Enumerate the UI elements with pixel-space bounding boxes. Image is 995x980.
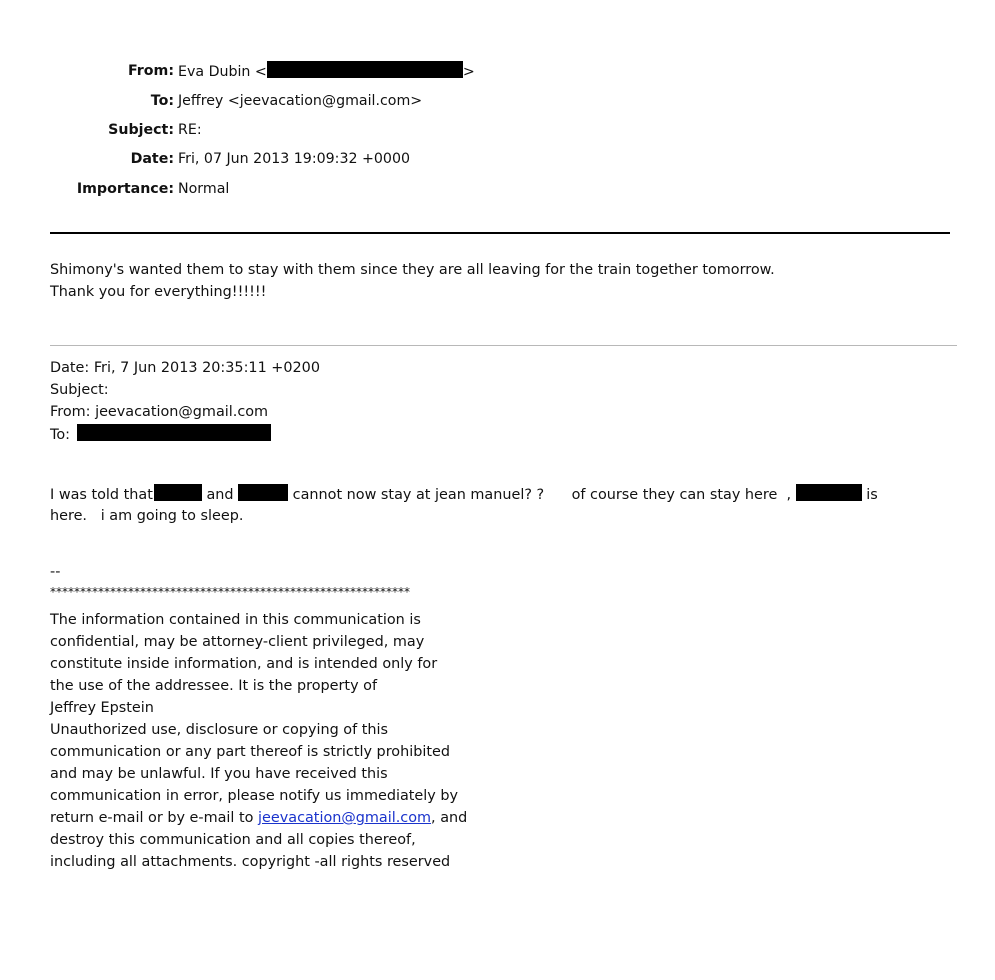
return-post: , and bbox=[431, 810, 468, 826]
disclaimer-line: Jeffrey Epstein bbox=[50, 700, 154, 716]
signature-stars: ************************************************************ bbox=[50, 585, 410, 599]
quoted-to bbox=[50, 424, 271, 445]
reply-line-2: Thank you for everything!!!!!! bbox=[50, 284, 267, 300]
disclaimer-line: and may be unlawful. If you have received this bbox=[50, 766, 388, 782]
from-close: > bbox=[462, 64, 475, 80]
to-label: To: bbox=[150, 93, 174, 109]
disclaimer-line: destroy this communication and all copies thereof, bbox=[50, 832, 416, 848]
quoted-date: Date: Fri, 7 Jun 2013 20:35:11 +0200 bbox=[50, 360, 320, 376]
redaction-box bbox=[267, 61, 463, 78]
to-value: Jeffrey <jeevacation@gmail.com> bbox=[178, 93, 423, 109]
disclaimer-line: communication in error, please notify us immediately by bbox=[50, 788, 459, 804]
disclaimer-return-line bbox=[50, 808, 467, 828]
quoted-body-part-4: is bbox=[866, 487, 878, 503]
subject-value: RE: bbox=[178, 122, 202, 138]
header-subject-row bbox=[40, 120, 460, 140]
subject-label: Subject: bbox=[108, 122, 174, 138]
header-date-row bbox=[40, 149, 460, 169]
disclaimer-line: confidential, may be attorney-client privileged, may bbox=[50, 634, 425, 650]
disclaimer-line: including all attachments. copyright -all rights reserved bbox=[50, 854, 451, 870]
disclaimer-line: the use of the addressee. It is the property of bbox=[50, 678, 378, 694]
header-divider bbox=[50, 232, 950, 234]
redaction-box bbox=[154, 484, 202, 501]
date-value: Fri, 07 Jun 2013 19:09:32 +0000 bbox=[178, 151, 411, 167]
quoted-body-line-1 bbox=[50, 484, 878, 505]
quote-divider bbox=[50, 345, 957, 346]
quoted-from: From: jeevacation@gmail.com bbox=[50, 404, 269, 420]
redaction-box bbox=[77, 424, 271, 441]
quoted-to-label: To: bbox=[50, 427, 70, 443]
date-label: Date: bbox=[130, 151, 174, 167]
from-label: From: bbox=[128, 63, 174, 79]
reply-line-1: Shimony's wanted them to stay with them since they are all leaving for the train together tomorrow. bbox=[50, 262, 775, 278]
quoted-body-line-2: here. i am going to sleep. bbox=[50, 508, 244, 524]
quoted-body-part-3: cannot now stay at jean manuel? ? of course they can stay here , bbox=[292, 487, 792, 503]
header-importance-row bbox=[40, 179, 460, 199]
from-name: Eva Dubin < bbox=[178, 64, 267, 80]
signature-dashes: -- bbox=[50, 564, 61, 580]
quoted-body-part-2: and bbox=[206, 487, 234, 503]
disclaimer-line: communication or any part thereof is strictly prohibited bbox=[50, 744, 450, 760]
header-from-row bbox=[40, 61, 475, 81]
return-pre: return e-mail or by e-mail to bbox=[50, 810, 259, 826]
email-link[interactable]: jeevacation@gmail.com bbox=[258, 810, 432, 826]
header-to-row bbox=[40, 91, 460, 111]
redaction-box bbox=[796, 484, 862, 501]
from-value bbox=[178, 61, 475, 82]
importance-value: Normal bbox=[178, 181, 230, 197]
disclaimer-line: Unauthorized use, disclosure or copying of this bbox=[50, 722, 388, 738]
disclaimer-line: The information contained in this communication is bbox=[50, 612, 421, 628]
redaction-box bbox=[238, 484, 288, 501]
quoted-subject: Subject: bbox=[50, 382, 109, 398]
importance-label: Importance: bbox=[76, 181, 174, 197]
disclaimer-line: constitute inside information, and is intended only for bbox=[50, 656, 438, 672]
quoted-body-part-1: I was told that bbox=[50, 487, 153, 503]
